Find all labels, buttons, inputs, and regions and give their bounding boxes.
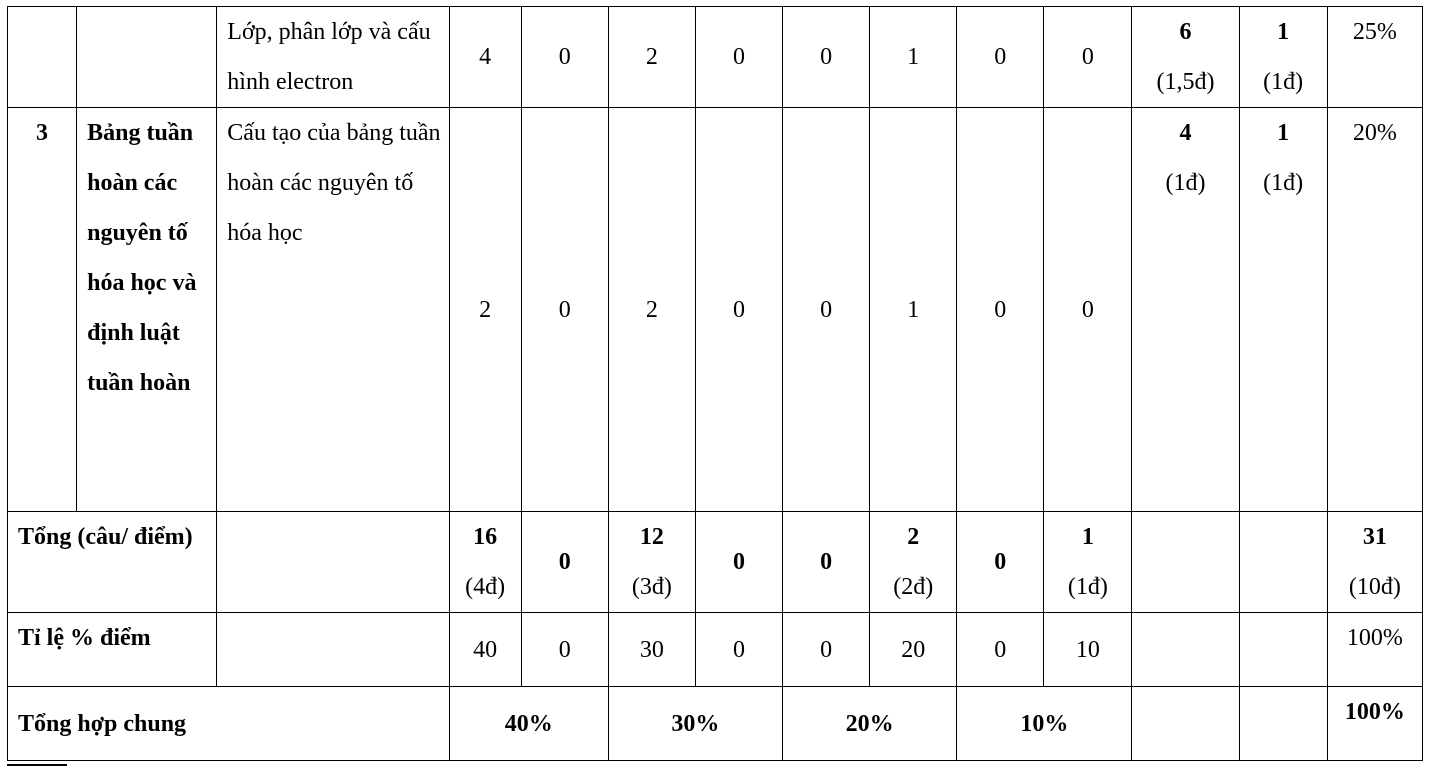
ratio-value: 0 (521, 613, 608, 687)
tn-total-cell (1132, 7, 1239, 108)
ratio-label: Tỉ lệ % điểm (8, 613, 217, 687)
cell-value: 0 (783, 108, 870, 512)
cell-value: 0 (957, 7, 1044, 108)
cell-value: 0 (1044, 108, 1132, 512)
cell-chapter-empty (77, 7, 217, 108)
tn-points: (1,5đ) (1156, 69, 1215, 95)
cell-empty (1132, 613, 1239, 687)
tl-count: 1 (1277, 120, 1290, 146)
cell-value: 2 (608, 108, 695, 512)
cell-empty (1132, 512, 1239, 613)
total-c8 (1044, 512, 1132, 613)
total-c3-count: 12 (639, 524, 664, 550)
total-c6 (870, 512, 957, 613)
tl-points: (1đ) (1263, 170, 1304, 196)
cell-index-empty (8, 7, 77, 108)
total-c2: 0 (521, 512, 608, 613)
cell-value: 0 (783, 7, 870, 108)
ratio-value: 30 (608, 613, 695, 687)
overall-p3: 20% (783, 687, 957, 761)
tl-total-cell (1239, 7, 1327, 108)
ratio-value: 0 (695, 613, 782, 687)
table-row-total (8, 512, 1423, 613)
cell-value: 0 (521, 7, 608, 108)
ratio-value: 0 (957, 613, 1044, 687)
cell-empty (217, 613, 449, 687)
matrix-table (7, 6, 1423, 761)
index-cell: 3 (8, 108, 77, 512)
total-c1-count: 16 (473, 524, 498, 550)
total-c4: 0 (695, 512, 782, 613)
cell-value: 1 (870, 7, 957, 108)
tn-total-cell (1132, 108, 1239, 512)
tn-count: 6 (1179, 19, 1192, 45)
percent-cell: 25% (1327, 7, 1422, 108)
table-row-electron-config (8, 7, 1423, 108)
cell-value: 2 (608, 7, 695, 108)
total-c3-points: (3đ) (631, 574, 672, 600)
ratio-value: 10 (1044, 613, 1132, 687)
total-c6-count: 2 (907, 524, 920, 550)
percent-cell: 20% (1327, 108, 1422, 512)
cell-empty (1239, 613, 1327, 687)
overall-percent: 100% (1327, 687, 1422, 761)
total-sum (1327, 512, 1422, 613)
total-c8-points: (1đ) (1067, 574, 1108, 600)
chapter-cell: Bảng tuần hoàn các nguyên tố hóa học và định luật tuần hoàn (77, 108, 217, 512)
overall-p2: 30% (608, 687, 782, 761)
tn-count: 4 (1179, 120, 1192, 146)
ratio-percent: 100% (1327, 613, 1422, 687)
overall-label: Tổng hợp chung (8, 687, 450, 761)
tl-total-cell (1239, 108, 1327, 512)
ratio-value: 20 (870, 613, 957, 687)
table-row-ratio (8, 613, 1423, 687)
overall-p4: 10% (957, 687, 1132, 761)
total-c6-points: (2đ) (893, 574, 934, 600)
total-sum-count: 31 (1362, 524, 1387, 550)
tl-count: 1 (1277, 19, 1290, 45)
total-c5: 0 (783, 512, 870, 613)
table-row-overall (8, 687, 1423, 761)
cell-value: 0 (957, 108, 1044, 512)
tn-points: (1đ) (1165, 170, 1206, 196)
cell-value: 0 (521, 108, 608, 512)
total-sum-points: (10đ) (1348, 574, 1401, 600)
ratio-value: 40 (449, 613, 521, 687)
total-c7: 0 (957, 512, 1044, 613)
total-c8-count: 1 (1081, 524, 1094, 550)
cell-empty (1239, 687, 1327, 761)
topic-cell: Lớp, phân lớp và cấu hình electron (217, 7, 449, 108)
total-c1 (449, 512, 521, 613)
cell-empty (1239, 512, 1327, 613)
overall-p1: 40% (449, 687, 608, 761)
total-c3 (608, 512, 695, 613)
tl-points: (1đ) (1263, 69, 1304, 95)
cell-value: 0 (695, 7, 782, 108)
cell-empty (217, 512, 449, 613)
cell-value: 0 (1044, 7, 1132, 108)
page-cutoff-line (7, 764, 67, 774)
total-c1-points: (4đ) (465, 574, 506, 600)
cell-empty (1132, 687, 1239, 761)
ratio-value: 0 (783, 613, 870, 687)
total-label: Tổng (câu/ điểm) (8, 512, 217, 613)
table-row-periodic-table (8, 108, 1423, 512)
cell-value: 2 (449, 108, 521, 512)
topic-cell: Cấu tạo của bảng tuần hoàn các nguyên tố hóa học (217, 108, 449, 512)
cell-value: 0 (695, 108, 782, 512)
cell-value: 1 (870, 108, 957, 512)
cell-value: 4 (449, 7, 521, 108)
